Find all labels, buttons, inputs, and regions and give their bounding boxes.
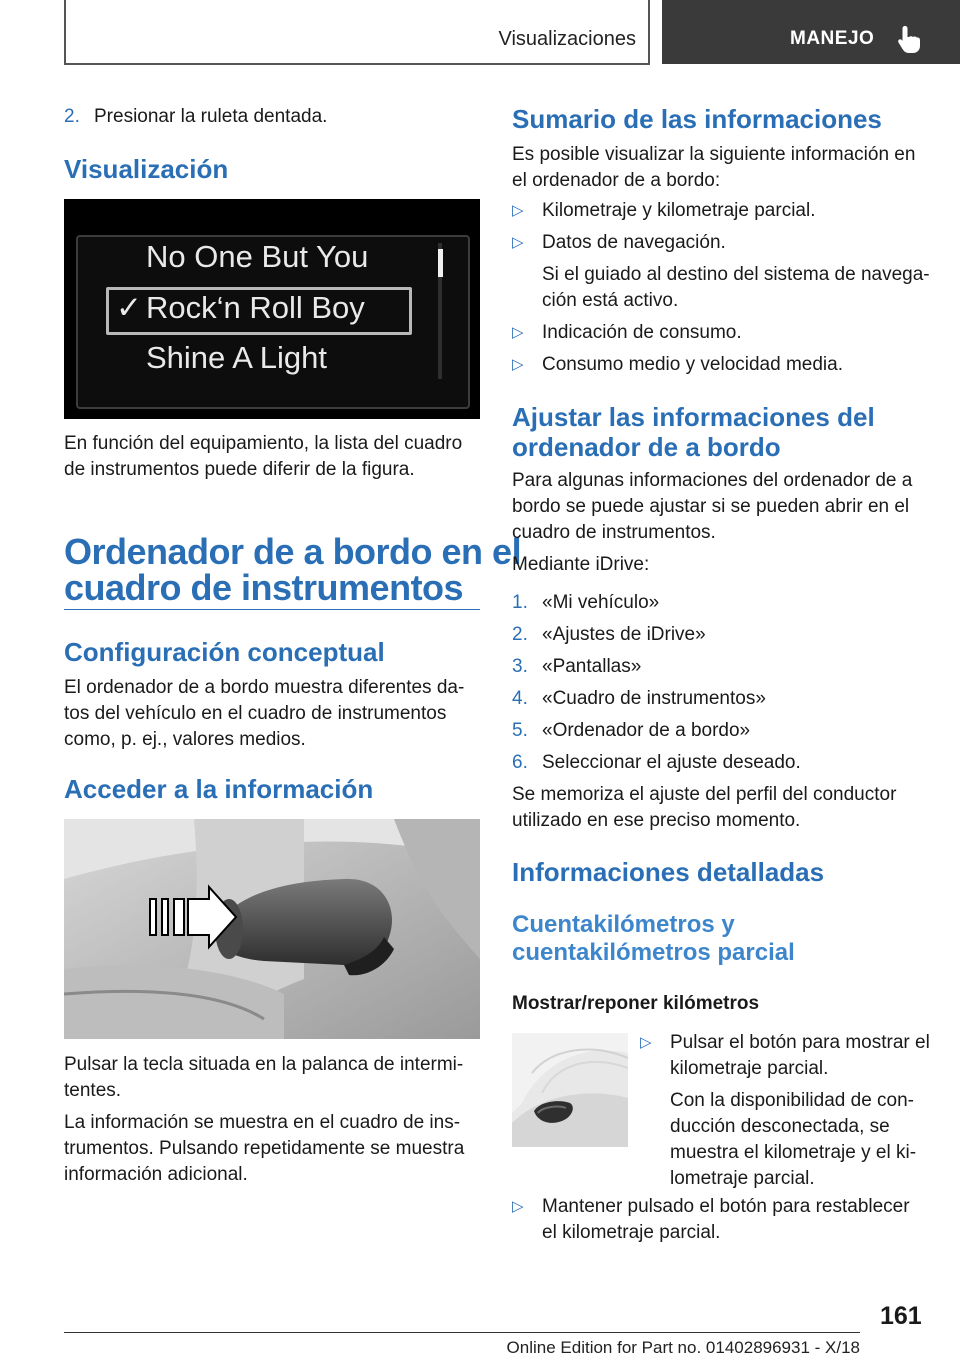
list-item-text: Mantener pulsado el botón para restablecer	[542, 1196, 910, 1217]
bullet-triangle-icon: ▷	[512, 324, 524, 341]
display-scroll-thumb	[438, 249, 443, 277]
heading-configuracion: Configuración conceptual	[64, 637, 385, 667]
page-number: 161	[880, 1302, 922, 1330]
heading-rule	[64, 609, 480, 610]
step-number: 2.	[512, 624, 528, 645]
list-note-line: muestra el kilometraje y el ki-	[670, 1142, 917, 1163]
body-line: Es posible visualizar la siguiente información en	[512, 144, 916, 165]
figure-turn-signal-stalk	[64, 819, 480, 1039]
body-line: utilizado en ese preciso momento.	[512, 810, 801, 831]
display-line-3: Shine A Light	[146, 340, 327, 375]
body-line: tos del vehículo en el cuadro de instrumentos	[64, 703, 447, 724]
step-number: 4.	[512, 688, 528, 709]
body-line: cuadro de instrumentos.	[512, 522, 716, 543]
list-item-text: el kilometraje parcial.	[542, 1222, 721, 1243]
list-note-line: ducción desconectada, se	[670, 1116, 890, 1137]
bullet-triangle-icon: ▷	[512, 1198, 524, 1215]
body-line: El ordenador de a bordo muestra diferentes da-	[64, 677, 465, 698]
stalk-illustration	[64, 819, 480, 1039]
bullet-triangle-icon: ▷	[640, 1034, 652, 1051]
header-chapter-label: MANEJO	[790, 28, 875, 49]
step-text: «Cuadro de instrumentos»	[542, 688, 766, 709]
heading-visualizacion: Visualización	[64, 154, 229, 184]
body-line: información adicional.	[64, 1164, 248, 1185]
body-line: como, p. ej., valores medios.	[64, 729, 306, 750]
step-text: «Ordenador de a bordo»	[542, 720, 751, 741]
step-text: Seleccionar el ajuste deseado.	[542, 752, 801, 773]
step-number: 2.	[64, 106, 80, 127]
step-text: «Pantallas»	[542, 656, 642, 677]
step-number: 3.	[512, 656, 528, 677]
list-note-line: Si el guiado al destino del sistema de navega-	[542, 264, 930, 285]
caption-line: de instrumentos puede diferir de la figura.	[64, 459, 415, 480]
list-item-text: kilometraje parcial.	[670, 1058, 829, 1079]
body-line: Pulsar la tecla situada en la palanca de intermi-	[64, 1054, 464, 1075]
hand-pointer-icon	[896, 24, 922, 54]
list-note-line: Con la disponibilidad de con-	[670, 1090, 914, 1111]
list-item-text: Indicación de consumo.	[542, 322, 742, 343]
list-note-line: lometraje parcial.	[670, 1168, 815, 1189]
list-item-text: Consumo medio y velocidad media.	[542, 354, 843, 375]
list-item-text: Kilometraje y kilometraje parcial.	[542, 200, 816, 221]
heading-ordenador-line: Ordenador de a bordo en el	[64, 531, 522, 572]
heading-acceder: Acceder a la información	[64, 774, 374, 804]
body-line: trumentos. Pulsando repetidamente se muestra	[64, 1138, 465, 1159]
odometer-button-illustration	[512, 1033, 628, 1147]
heading-mostrar-reponer: Mostrar/reponer kilómetros	[512, 993, 760, 1014]
header-bottom-rule	[64, 63, 650, 65]
body-line: La información se muestra en el cuadro de ins-	[64, 1112, 461, 1133]
body-line: Para algunas informaciones del ordenador de a	[512, 470, 913, 491]
step-number: 5.	[512, 720, 528, 741]
header-separator	[648, 0, 650, 64]
heading-detalladas: Informaciones detalladas	[512, 857, 825, 887]
heading-ordenador-line: cuadro de instrumentos	[64, 567, 464, 608]
header-section-title: Visualizaciones	[498, 28, 636, 50]
list-item-text: Datos de navegación.	[542, 232, 726, 253]
body-line: tentes.	[64, 1080, 122, 1101]
figure-display-list	[64, 199, 480, 419]
display-line-1: No One But You	[146, 239, 369, 274]
caption-line: En función del equipamiento, la lista del cuadro	[64, 433, 463, 454]
heading-ajustar-line: ordenador de a bordo	[512, 432, 781, 462]
header-left-rule	[64, 0, 66, 64]
figure-odometer-button	[512, 1033, 628, 1147]
body-line: Se memoriza el ajuste del perfil del conductor	[512, 784, 897, 805]
list-item-text: Pulsar el botón para mostrar el	[670, 1032, 930, 1053]
heading-cuentakilometros-line: Cuentakilómetros y	[512, 911, 735, 938]
heading-cuentakilometros-line: cuentakilómetros parcial	[512, 939, 795, 966]
display-line-2: Rock‘n Roll Boy	[146, 290, 365, 325]
bullet-triangle-icon: ▷	[512, 356, 524, 373]
heading-sumario: Sumario de las informaciones	[512, 104, 882, 134]
heading-ajustar-line: Ajustar las informaciones del	[512, 402, 875, 432]
step-text: «Mi vehículo»	[542, 592, 660, 613]
display-check: ✓	[116, 290, 142, 325]
footer-edition: Online Edition for Part no. 01402896931 - X/18	[506, 1338, 860, 1357]
body-line: bordo se puede ajustar si se pueden abrir en el	[512, 496, 910, 517]
bullet-triangle-icon: ▷	[512, 202, 524, 219]
list-note-line: ción está activo.	[542, 290, 679, 311]
step-text: «Ajustes de iDrive»	[542, 624, 706, 645]
footer-rule	[64, 1332, 860, 1333]
body-line: el ordenador de a bordo:	[512, 170, 721, 191]
step-number: 6.	[512, 752, 528, 773]
step-number: 1.	[512, 592, 528, 613]
bullet-triangle-icon: ▷	[512, 234, 524, 251]
body-line: Mediante iDrive:	[512, 554, 650, 575]
step-text: Presionar la ruleta dentada.	[94, 106, 328, 127]
